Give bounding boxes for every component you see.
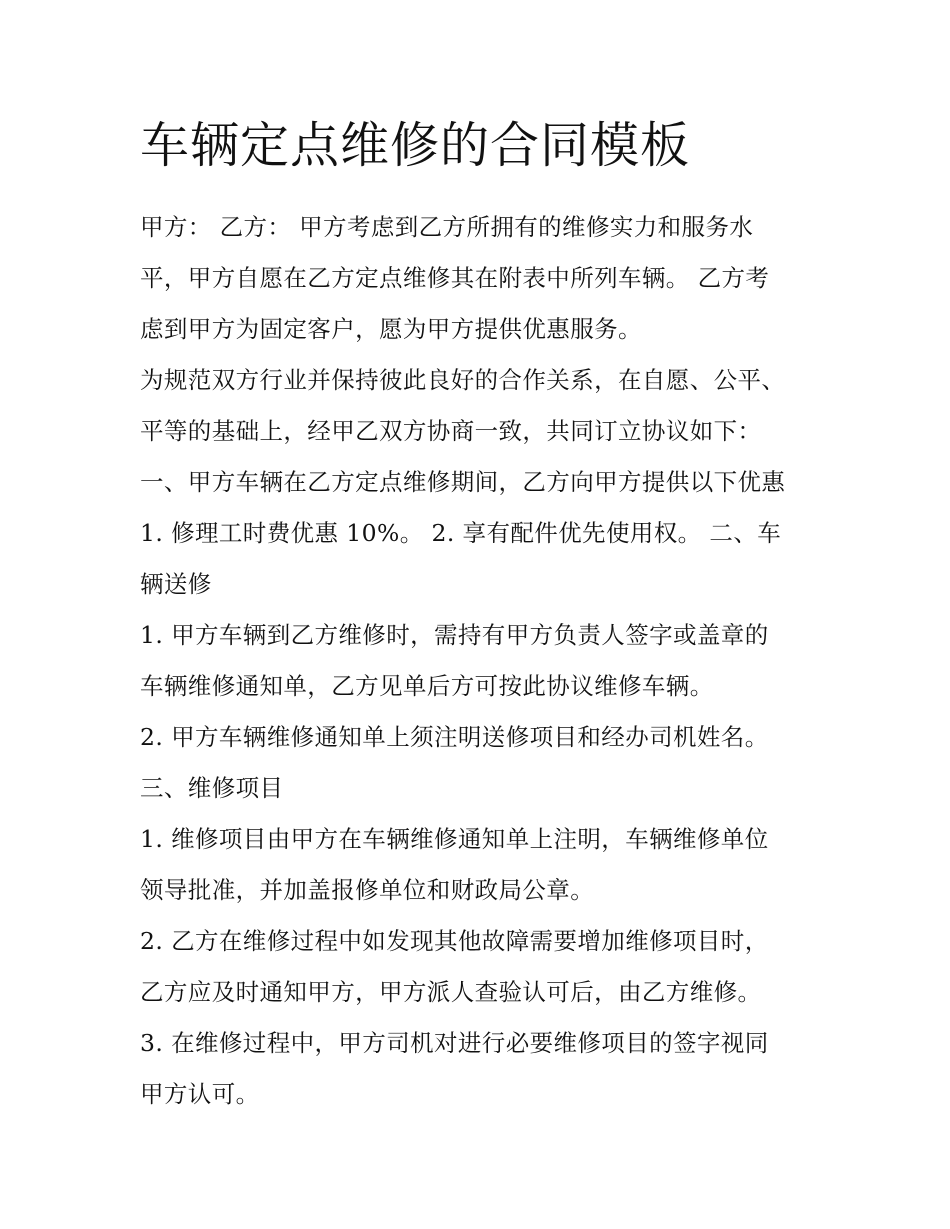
text-line-14: 领导批准，并加盖报修单位和财政局公章。 <box>140 876 595 904</box>
text-line-11: 2. 甲方车辆维修通知单上须注明送修项目和经办司机姓名。 <box>140 723 769 751</box>
text-line-17: 3. 在维修过程中，甲方司机对进行必要维修项目的签字视同 <box>140 1029 769 1057</box>
text-line-5: 平等的基础上，经甲乙双方协商一致，共同订立协议如下： <box>140 417 762 445</box>
text-line-7: 1. 修理工时费优惠 10%。 2. 享有配件优先使用权。 二、车 <box>140 519 782 547</box>
text-line-18: 甲方认可。 <box>140 1080 260 1108</box>
text-line-15: 2. 乙方在维修过程中如发现其他故障需要增加维修项目时， <box>140 927 769 955</box>
text-line-6: 一、甲方车辆在乙方定点维修期间，乙方向甲方提供以下优惠 <box>140 468 786 496</box>
text-line-12: 三、维修项目 <box>140 774 284 802</box>
document-body <box>140 202 840 1120</box>
text-line-2: 平，甲方自愿在乙方定点维修其在附表中所列车辆。 乙方考 <box>140 264 770 292</box>
text-line-8: 辆送修 <box>140 570 212 598</box>
text-line-1: 甲方： 乙方： 甲方考虑到乙方所拥有的维修实力和服务水 <box>140 213 754 241</box>
text-line-4: 为规范双方行业并保持彼此良好的合作关系，在自愿、公平、 <box>140 366 786 394</box>
text-line-10: 车辆维修通知单，乙方见单后方可按此协议维修车辆。 <box>140 672 714 700</box>
text-line-3: 虑到甲方为固定客户，愿为甲方提供优惠服务。 <box>140 315 642 343</box>
text-line-9: 1. 甲方车辆到乙方维修时，需持有甲方负责人签字或盖章的 <box>140 621 769 649</box>
text-line-16: 乙方应及时通知甲方，甲方派人查验认可后，由乙方维修。 <box>140 978 762 1006</box>
text-line-13: 1. 维修项目由甲方在车辆维修通知单上注明，车辆维修单位 <box>140 825 769 853</box>
document-title: 车辆定点维修的合同模板 <box>140 117 691 174</box>
